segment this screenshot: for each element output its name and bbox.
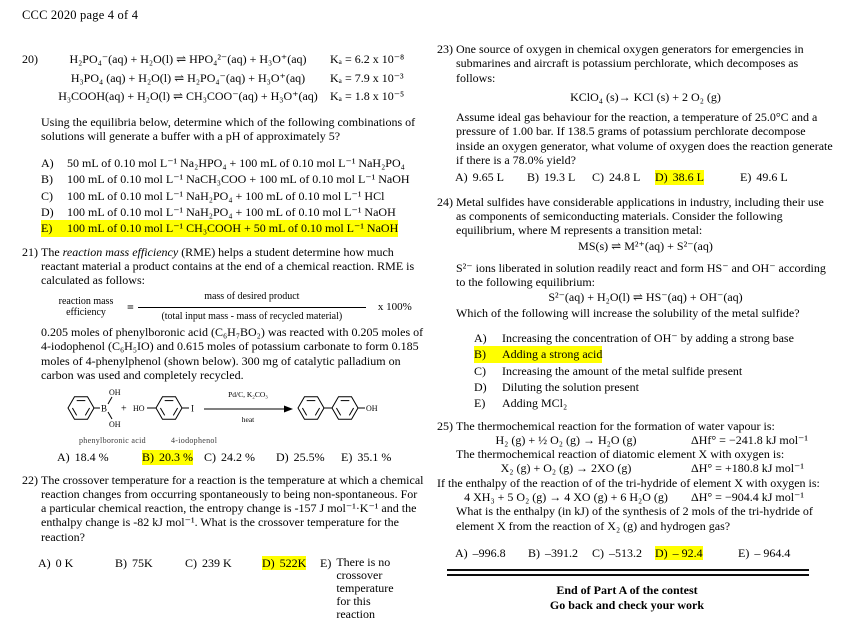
reagent-label: 4-iodophenol [171,436,218,446]
equilibrium-equation: H₃COOH(aq) + H₂O(l) ⇌ CH₃COO⁻(aq) + H₃O⁺(aq) [58,89,318,103]
thermochemical-reaction [455,433,835,447]
fraction [138,290,366,324]
answer-option: C) 24.8 L [592,170,641,185]
footer-line-1: End of Part A of the contest [556,582,698,597]
answer-option: B) –391.2 [528,545,578,560]
answer-option [41,204,425,220]
equilibrium-equation: H₂PO₄⁻(aq) + H₂O(l) ⇌ HPO₄²⁻(aq) + H₃O⁺(aq) [69,52,307,66]
option-text: 100 mL of 0.10 mol L⁻¹ NaCH₃COO + 100 mL of 0.10 mol L⁻¹ NaOH [67,172,410,187]
rme-term: reaction mass efficiency [62,244,179,259]
question-24 [437,195,835,412]
hydroxyl-label: OH [109,388,121,398]
answer-option: B) 75K [115,556,153,571]
plus-sign: + [121,403,127,415]
boron-atom-label: B [101,403,108,414]
question-21 [22,245,425,465]
question-number: 21) [22,244,38,259]
question-line: The thermochemical reaction for the formation of water vapour is: [456,418,775,433]
equals-sign: = [127,300,134,315]
answer-option [41,188,425,204]
answer-options [455,170,835,184]
thermochemical-reaction [455,461,835,475]
option-text: 100 mL of 0.10 mol L⁻¹ NaH₂PO₄ + 100 mL of 0.10 mol L⁻¹ NaOH [67,204,396,219]
answer-option: A) –996.8 [455,545,506,560]
option-label: E) [41,221,53,236]
question-25 [437,419,835,433]
answer-option [41,155,425,171]
answer-option: D) 25.5% [276,450,325,465]
answer-option-highlighted: D) 38.6 L [655,170,705,185]
answer-option: C) –513.2 [592,545,642,560]
footer-line-2: Go back and check your work [549,597,705,612]
answer-options [38,556,425,621]
answer-option: D) Diluting the solution present [474,379,639,394]
question-22 [22,473,425,544]
question-body: Assume ideal gas behaviour for the reaction, a temperature of 25.0°C and a pressure of 1.00 bar. If 138.5 grams of potassium perchlorate decompose inside an oxygen generator, what volume of oxygen does the reaction generate if there is a 78.0% yield? [456,110,833,168]
answer-option: E) There is no crossover temperature for this reaction [320,555,394,621]
equilibrium-row [22,50,425,69]
benzene-ring-icon [156,397,182,420]
answer-option: B) 19.3 L [527,170,576,185]
answer-option-highlighted: B) 20.3 % [142,450,193,465]
reaction-arrow-icon [204,406,293,413]
fraction-denominator: (total input mass - mass of recycled material) [161,310,343,322]
bond [108,412,112,419]
option-label: A) [41,156,54,171]
question-body: 0.205 moles of phenylboronic acid (C₆H₇BO₂) was reacted with 0.205 moles of 4-iodophenol (C₆H₅IO) and 0.615 moles of potassium carbonate to form 0.185 moles of 4-phenylphenol (shown below). 300 mg of catalytic palladium on carbon was used and completely recycled. [41,325,424,382]
heat-label: heat [241,415,255,425]
answer-option: A) 18.4 % [57,450,109,465]
chemical-equation: MS(s) ⇌ M²⁺(aq) + S²⁻(aq) [578,238,713,253]
question-intro: The reaction mass efficiency (RME) helps a student determine how much reactant material a product contains at the end of a chemical reaction. RME is calculated as follows: [41,244,415,288]
enthalpy-value: ΔH° = −904.4 kJ mol⁻¹ [691,490,804,505]
question-intro: One source of oxygen in chemical oxygen generators for emergencies in submarines and aircraft is potassium perchlorate, which decomposes as follows: [456,42,804,85]
end-of-part-divider [447,569,809,576]
equilibrium-row [22,69,425,88]
option-text: 100 mL of 0.10 mol L⁻¹ CH₃COOH + 50 mL of 0.10 mol L⁻¹ NaOH [67,221,399,236]
chemical-equation: H₂ (g) + ½ O₂ (g) → H₂O (g) [495,432,637,447]
question-number: 20) [22,52,38,66]
answer-options [57,450,425,464]
reaction-scheme-drawing [53,383,399,433]
equilibrium-row [22,87,425,106]
fraction-numerator: mass of desired product [138,290,366,307]
answer-option-highlighted: D) – 92.4 [655,545,703,560]
answer-options [455,546,835,560]
reagent-label: phenylboronic acid [79,436,146,446]
reaction-scheme [53,383,425,447]
question-number: 23) [437,42,453,56]
answer-option: A) Increasing the concentration of OH⁻ by adding a strong base [474,331,794,346]
answer-option: E) Adding MCl₂ [474,396,568,411]
question-20 [22,50,425,237]
bond [108,397,112,404]
chemical-equation: S²⁻(aq) + H₂O(l) ⇌ HS⁻(aq) + OH⁻(aq) [548,290,743,305]
ka-value: Kₐ = 6.2 x 10⁻⁸ [330,52,405,66]
question-paragraph: S²⁻ ions liberated in solution readily react and form HS⁻ and OH⁻ according to the following equilibrium: [456,260,826,290]
left-column [22,50,425,621]
question-number: 24) [437,194,453,209]
chemical-equation: X₂ (g) + O₂ (g) → 2XO (g) [500,461,632,476]
answer-option: A) 9.65 L [455,170,505,185]
chemical-equation: 4 XH₃ + 5 O₂ (g) → 4 XO (g) + 6 H₂O (g) [464,490,668,505]
benzene-ring-icon [68,397,94,420]
thermochemical-reaction [455,490,835,504]
option-label: C) [41,188,53,203]
formula-lhs: reaction mass efficiency [58,296,114,319]
benzene-ring-icon [298,397,324,420]
benzene-ring-icon [332,397,358,420]
answer-option [41,171,425,187]
question-paragraph: Which of the following will increase the solubility of the metal sulfide? [456,305,800,320]
option-text: 100 mL of 0.10 mol L⁻¹ NaH₂PO₄ + 100 mL of 0.10 mol L⁻¹ HCl [67,188,385,203]
page-header: CCC 2020 page 4 of 4 [22,8,139,22]
question-23 [437,42,835,167]
answer-option: E) – 964.4 [738,545,791,560]
answer-options [474,330,835,411]
answer-option: C) 239 K [185,556,232,571]
question-intro: Metal sulfides have considerable applications in industry, including their use as components of semiconducting materials. Consider the following equilibrium, where M represents a transition metal: [456,194,824,238]
right-column [437,42,835,613]
enthalpy-value: ΔH° = +180.8 kJ mol⁻¹ [691,461,804,476]
equilibrium-equation: H₃PO₄ (aq) + H₂O(l) ⇌ H₂PO₄⁻(aq) + H₃O⁺(aq) [70,70,306,85]
answer-option-highlighted: B) Adding a strong acid [474,347,603,362]
rme-formula [47,290,425,324]
question-number: 22) [22,472,38,487]
option-label: D) [41,204,54,219]
answer-option: C) Increasing the amount of the metal sulfide present [474,363,743,378]
option-text: 50 mL of 0.10 mol L⁻¹ Na₂HPO₄ + 100 mL of 0.10 mol L⁻¹ NaH₂PO₄ [67,156,405,171]
question-prompt: Using the equilibria below, determine which of the following combinations of solutions will generate a buffer with a pH of approximately 5? [41,114,416,143]
ka-value: Kₐ = 7.9 x 10⁻³ [330,70,404,85]
enthalpy-value: ΔHf° = −241.8 kJ mol⁻¹ [691,432,808,447]
ka-value: Kₐ = 1.8 x 10⁻⁵ [330,89,405,103]
reaction-conditions-label: Pd/C, K₂CO₃ [228,390,268,400]
answer-option: C) 24.2 % [204,450,255,465]
answer-options [41,155,425,236]
answer-option-highlighted: D) 522K [262,556,307,571]
question-body: The crossover temperature for a reaction is the temperature at which a chemical reaction changes from occurring spontaneously to being non-spontaneous. For a particular chemical reaction, the entropy change is -157 J mol⁻¹·K⁻¹ and the enthalpy change is -82 kJ mol⁻¹. What is the crossover temperature for the reaction? [41,472,424,544]
answer-option-highlighted [41,220,425,236]
question-line: The thermochemical reaction of diatomic element X with oxygen is: [456,447,785,462]
question-number: 25) [437,418,453,433]
iodine-atom-label: I [191,403,194,414]
percent-multiplier: x 100% [377,301,412,314]
option-label: B) [41,172,53,187]
answer-option: A) 0 K [38,556,74,571]
question-line: What is the enthalpy (in kJ) of the synthesis of 2 mols of the tri-hydride of element X from the reaction of X₂ (g) and hydrogen gas? [456,504,813,533]
answer-option: E) 35.1 % [341,450,392,465]
question-line: If the enthalpy of the reaction of of the tri-hydride of element X with oxygen is: [437,475,820,490]
hydroxyl-label: OH [109,420,121,430]
answer-option: E) 49.6 L [740,170,788,185]
hydroxyl-label: HO [133,404,145,414]
hydroxyl-label: OH [366,404,378,414]
chemical-equation: KClO₄ (s)→ KCl (s) + 2 O₂ (g) [570,89,721,104]
